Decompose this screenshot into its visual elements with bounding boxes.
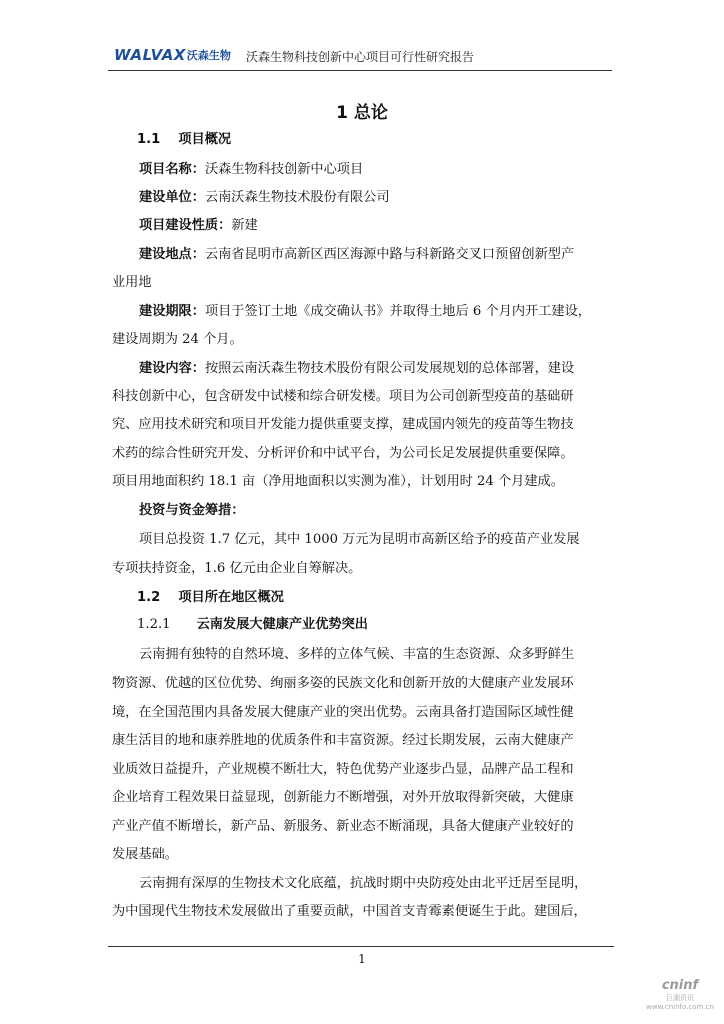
logo-chinese-text: 沃森生物 (186, 49, 231, 62)
field-label: 投资与资金筹措： (139, 503, 245, 518)
text-line: 究、应用技术研究和项目开发能力提供重要支撑，建成国内领先的疫苗等生物技 (112, 417, 574, 432)
text-line: 企业培育工程效果日益显现，创新能力不断增强，对外开放取得新突破，大健康 (112, 790, 574, 805)
chapter-title: 1 总论 (336, 103, 388, 123)
text-line: 产业产值不断增长，新产品、新服务、新业态不断涌现，具备大健康产业较好的 (112, 819, 574, 834)
report-title: 沃森生物科技创新中心项目可行性研究报告 (246, 50, 475, 64)
field-project-name (112, 160, 363, 180)
subsection-number: 1.2.1 (137, 617, 171, 632)
text-line: 境，在全国范围内具备发展大健康产业的突出优势。云南具备打造国际区域性健 (112, 705, 574, 720)
section-number: 1.2 (137, 590, 161, 605)
text-line: 专项扶持资金，1.6 亿元由企业自筹解决。 (112, 561, 362, 576)
text-content: 云南拥有深厚的生物技术文化底蕴，抗战时期中央防疫处由北平迁居至昆明， (139, 876, 588, 891)
text-line: 为中国现代生物技术发展做出了重要贡献，中国首支青霉素便诞生于此。建国后， (112, 904, 587, 919)
text-line: 科技创新中心，包含研发中试楼和综合研发楼。项目为公司创新型疫苗的基础研 (112, 389, 574, 404)
watermark-cn: 巨潮资讯 (666, 994, 694, 1002)
footer-divider (108, 946, 614, 947)
text-line (112, 874, 587, 894)
field-construction-unit (112, 188, 390, 208)
text-content: 云南拥有独特的自然环境、多样的立体气候、丰富的生态资源、众多野鲜生 (139, 647, 575, 662)
page-header (108, 40, 612, 71)
watermark-brand: cninf (661, 978, 699, 993)
field-investment (112, 501, 245, 521)
text-line (112, 530, 580, 550)
field-label: 建设内容： (139, 361, 205, 376)
cninfo-watermark (640, 978, 720, 1011)
field-construction-nature (112, 216, 258, 236)
text-line: 术药的综合性研究开发、分析评价和中试平台，为公司长足发展提供重要保障。 (112, 446, 574, 461)
field-value: 云南省昆明市高新区西区海源中路与科新路交叉口预留创新型产 (204, 247, 575, 262)
text-line: 发展基础。 (112, 847, 178, 862)
field-value: 按照云南沃森生物技术股份有限公司发展规划的总体部署，建设 (204, 361, 575, 376)
field-label: 项目建设性质： (139, 218, 232, 233)
field-label: 建设地点： (139, 247, 205, 262)
field-value: 项目于签订土地《成交确认书》并取得土地后 6 个月内开工建设， (204, 304, 591, 319)
field-content (112, 359, 574, 379)
section-number: 1.1 (137, 132, 161, 147)
field-label: 项目名称： (139, 162, 205, 177)
text-line: 项目用地面积约 18.1 亩（净用地面积以实测为准），计划用时 24 个月建成。 (112, 474, 564, 489)
text-line: 业用地 (112, 275, 152, 290)
field-location (112, 245, 574, 265)
logo-latin-text: WALVAX (114, 46, 186, 64)
page-number: 1 (358, 952, 366, 966)
section-title: 项目概况 (178, 132, 232, 147)
field-value: 沃森生物科技创新中心项目 (204, 162, 364, 177)
section-title: 项目所在地区概况 (178, 590, 284, 605)
field-label: 建设期限： (139, 304, 205, 319)
section-1-2-heading (137, 588, 284, 608)
section-1-1-heading (137, 130, 231, 150)
text-content: 项目总投资 1.7 亿元，其中 1000 万元为昆明市高新区给予的疫苗产业发展 (139, 532, 580, 547)
text-line (112, 645, 574, 665)
text-line: 业质效日益提升，产业规模不断壮大，特色优势产业逐步凸显，品牌产品工程和 (112, 762, 574, 777)
text-line: 康生活目的地和康养胜地的优质条件和丰富资源。经过长期发展，云南大健康产 (112, 733, 574, 748)
company-logo (114, 44, 231, 66)
field-value: 云南沃森生物技术股份有限公司 (204, 190, 390, 205)
field-period (112, 302, 591, 322)
text-line: 建设周期为 24 个月。 (112, 332, 243, 347)
subsection-1-2-1-heading (137, 615, 368, 635)
subsection-title: 云南发展大健康产业优势突出 (196, 617, 368, 632)
field-label: 建设单位： (139, 190, 205, 205)
field-value: 新建 (231, 218, 258, 233)
watermark-url: www.cninfo.com.cn (646, 1003, 714, 1011)
text-line: 物资源、优越的区位优势、绚丽多姿的民族文化和创新开放的大健康产业发展环 (112, 676, 574, 691)
